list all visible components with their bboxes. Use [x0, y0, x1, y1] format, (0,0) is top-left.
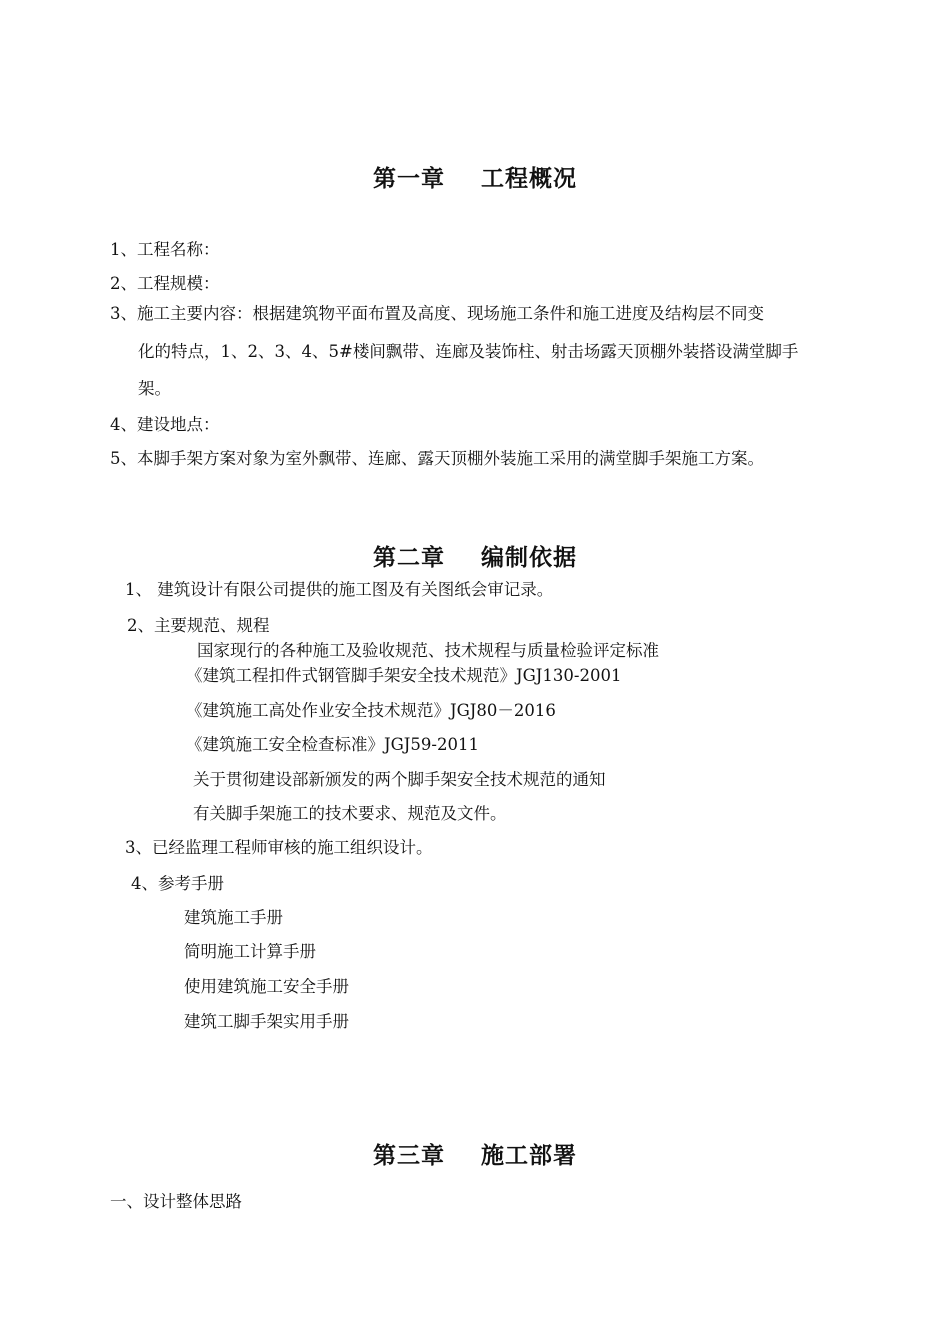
chapter-3-item-1: 一、设计整体思路 [110, 1192, 242, 1211]
chapter-1-title: 第一章 工程概况 [372, 166, 578, 192]
chapter-2-handbook-2: 简明施工计算手册 [184, 942, 316, 961]
chapter-1-item-5: 5、本脚手架方案对象为室外飘带、连廊、露天顶棚外装施工采用的满堂脚手架施工方案。 [110, 449, 764, 468]
chapter-1-item-3-end: 架。 [138, 379, 171, 398]
chapter-1-item-4: 4、建设地点： [110, 415, 220, 434]
chapter-2-item-1: 1、 建筑设计有限公司提供的施工图及有关图纸会审记录。 [125, 580, 554, 599]
chapter-2-handbook-4: 建筑工脚手架实用手册 [184, 1012, 349, 1031]
chapter-2-standard-5: 关于贯彻建设部新颁发的两个脚手架安全技术规范的通知 [193, 770, 606, 789]
chapter-2-standard-2: 《建筑工程扣件式钢管脚手架安全技术规范》JGJ130-2001 [186, 666, 622, 685]
chapter-1-item-3: 3、施工主要内容：根据建筑物平面布置及高度、现场施工条件和施工进度及结构层不同变 [110, 304, 764, 323]
chapter-1-item-3-cont: 化的特点，1、2、3、4、5#楼间飘带、连廊及装饰柱、射击场露天顶棚外装搭设满堂脚手 [138, 342, 799, 361]
chapter-2-standard-3: 《建筑施工高处作业安全技术规范》JGJ80－2016 [186, 701, 556, 720]
chapter-1-item-1: 1、工程名称： [110, 240, 220, 259]
chapter-2-standard-4: 《建筑施工安全检查标准》JGJ59-2011 [186, 735, 479, 754]
chapter-2-title: 第二章 编制依据 [372, 545, 578, 571]
chapter-2-handbook-1: 建筑施工手册 [184, 908, 283, 927]
chapter-2-item-3: 3、已经监理工程师审核的施工组织设计。 [125, 838, 433, 857]
chapter-2-handbook-3: 使用建筑施工安全手册 [184, 977, 349, 996]
chapter-2-item-4: 4、参考手册 [131, 874, 224, 893]
chapter-2-standard-6: 有关脚手架施工的技术要求、规范及文件。 [193, 804, 507, 823]
chapter-1-item-2: 2、工程规模： [110, 274, 220, 293]
chapter-2-item-2: 2、主要规范、规程 [127, 616, 270, 635]
chapter-2-standard-1: 国家现行的各种施工及验收规范、技术规程与质量检验评定标准 [197, 641, 659, 660]
chapter-3-title: 第三章 施工部署 [372, 1143, 578, 1169]
